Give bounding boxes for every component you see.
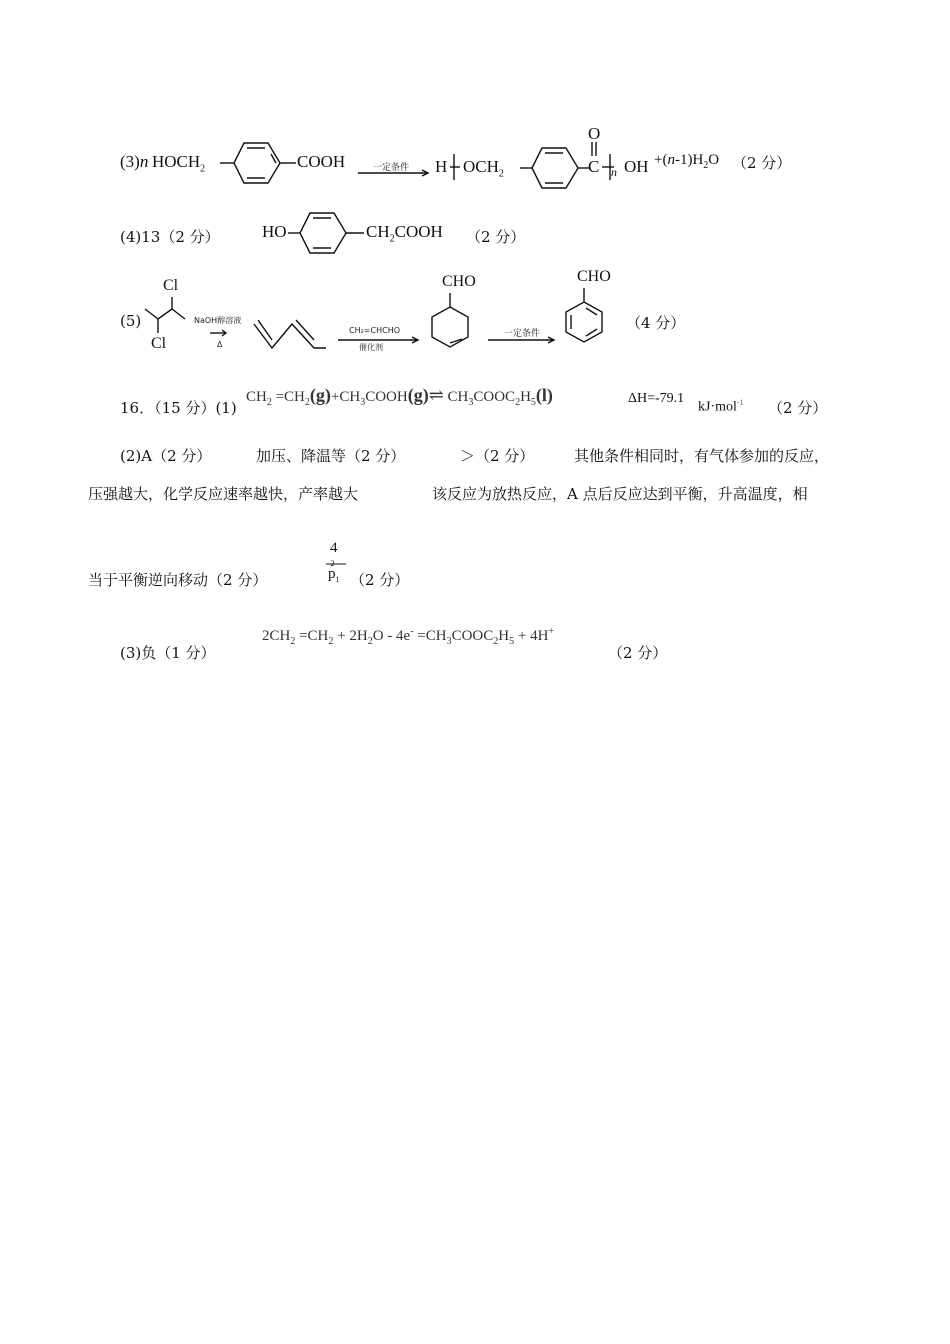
p2-b: 加压、降温等（2 分） bbox=[256, 447, 406, 465]
carbonyl-double-bond bbox=[590, 142, 600, 158]
carbonyl-o: O bbox=[588, 124, 601, 143]
delta-h: ΔH=-79.1 bbox=[628, 391, 685, 406]
part1-score: （2 分） bbox=[768, 399, 828, 417]
electrode-equation: $2CH_2 =CH_2 + 2H_2O - 4e^-$ $=CH_3COOC_2H_5 + 4H^+$ bbox=[262, 626, 555, 647]
fraction-denominator: $p_1$ 2 bbox=[328, 559, 340, 584]
cond3: 一定条件 bbox=[504, 329, 541, 339]
cond2-bottom: 催化剂 bbox=[359, 343, 383, 352]
cl-top: Cl bbox=[163, 277, 179, 294]
p2-line3: 当于平衡逆向移动（2 分） bbox=[88, 571, 268, 589]
cl-bottom: Cl bbox=[151, 335, 167, 352]
dichloro-skeleton bbox=[140, 295, 190, 335]
p2-c: ＞（2 分） bbox=[460, 447, 535, 465]
cho-2: CHO bbox=[577, 268, 611, 285]
p3-label: (3)负（1 分） bbox=[120, 644, 216, 662]
product-h: H bbox=[435, 157, 448, 176]
reactant-cooh: COOH bbox=[297, 152, 346, 171]
part3-score: （2 分） bbox=[732, 154, 792, 172]
p2-line2-b: 该反应为放热反应，A 点后反应达到平衡，升高温度，相 bbox=[432, 485, 808, 503]
benzene-ring-3 bbox=[288, 210, 368, 256]
reaction-arrow-4 bbox=[488, 337, 560, 345]
benzene-ring-1 bbox=[220, 140, 300, 186]
part4-score: （2 分） bbox=[466, 228, 526, 246]
cho-1: CHO bbox=[442, 273, 476, 290]
part3-label: (3)n bbox=[120, 152, 149, 171]
p2-a: (2)A（2 分） bbox=[120, 447, 212, 465]
cond2-top: CH₂=CHCHO bbox=[349, 326, 401, 335]
reaction-arrow-1 bbox=[358, 170, 432, 178]
q16-header: 16．（15 分）(1) bbox=[120, 399, 237, 417]
p3-score: （2 分） bbox=[608, 644, 668, 662]
part4-ho: HO bbox=[262, 222, 287, 241]
part4-ch2cooh: $CH_2COOH$ bbox=[366, 222, 443, 245]
cyclohexene-ring bbox=[428, 293, 478, 355]
thermochemical-equation: $CH_2$ $=CH_2(g)+CH_3COOH(g)\rightleftharpoons$ $CH_3COOC_2H_5(l)$ bbox=[246, 385, 553, 408]
product-oh: OH bbox=[624, 157, 649, 176]
part5-score: （4 分） bbox=[626, 314, 686, 332]
delta-h-unit: kJ·mol$^{-1}$ bbox=[698, 398, 744, 415]
product-och2: $OCH_2$ bbox=[463, 157, 504, 180]
condition-label: 一定条件 bbox=[373, 163, 410, 173]
p2-d: 其他条件相同时，有气体参加的反应， bbox=[574, 447, 830, 465]
cond1-bottom: Δ bbox=[217, 340, 223, 349]
cond1-top: NaOH醇溶液 bbox=[194, 316, 242, 325]
water-product: $+(n-1)H_2O$ bbox=[654, 152, 720, 171]
carbonyl-c: C bbox=[588, 157, 600, 176]
p2-line2-a: 压强越大，化学反应速率越快，产率越大 bbox=[88, 485, 359, 503]
reaction-arrow-2 bbox=[210, 330, 230, 338]
butadiene bbox=[252, 318, 328, 352]
part4-label: (4)13（2 分） bbox=[120, 228, 220, 246]
fraction-score: （2 分） bbox=[350, 571, 410, 589]
polymer-bracket-left bbox=[450, 152, 462, 182]
polymer-n: n bbox=[611, 165, 617, 179]
reactant-hoch2: $HOCH_2$ bbox=[152, 152, 206, 175]
fraction-numerator: 4 bbox=[330, 540, 338, 556]
part5-label: (5) bbox=[120, 312, 142, 330]
benzaldehyde-ring bbox=[560, 288, 610, 350]
